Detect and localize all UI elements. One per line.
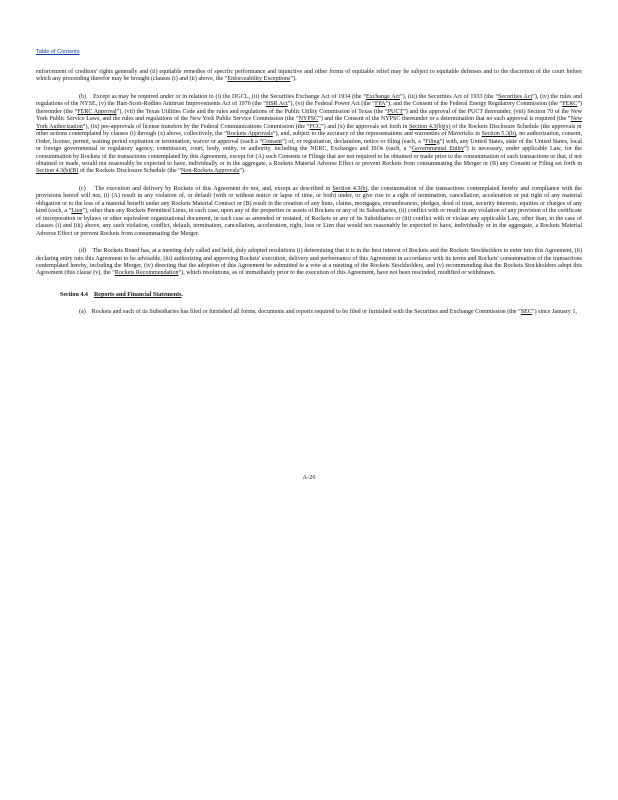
body-text: (b) Except as may be required under or in relation to (i) the DGCL, (ii) the Securities Exchange Act of 1934 (the “ bbox=[79, 93, 366, 100]
body-text: ”) and (x) the approvals set forth in bbox=[320, 123, 410, 130]
body-text: ”), (vii) the Texas Utilities Code and the rules and regulations of the Public Utility Commission of Texas (the “ bbox=[116, 108, 388, 115]
body-text: ”), which resolutions, as of immediately prior to the execution of this Agreement, have not been rescinded, modified or withdrawn. bbox=[178, 270, 496, 277]
body-text: ”), (iv) the rules and regulations of the NYSE, (v) the Hart-Scott-Rodino Antitrust Improvements Act of 1976 (the “ bbox=[36, 93, 583, 108]
defined-term: Filing bbox=[425, 138, 440, 145]
defined-term: New York Authorization bbox=[36, 116, 582, 130]
section-number: Section 4.4 bbox=[60, 291, 88, 298]
defined-term: HSR Act bbox=[265, 101, 288, 108]
body-text: ”). bbox=[290, 76, 297, 83]
body-text: (c) The execution and delivery by Rockets of this Agreement do not, and, except as described in bbox=[79, 185, 333, 192]
body-text: ”), and, subject to the accuracy of the representations and warranties of Mavericks in bbox=[272, 131, 482, 138]
defined-term: Consent bbox=[262, 138, 282, 145]
body-text: ”) is necessary, under applicable Law, for the consummation by Rockets of the transactions contemplated by this Agreement, except for (A) such Consents or Filings that are not required to be obtained or made prior to the consummation of such transactions or that, if not obtained or made, would not reasonably be expected to have, individually or in the aggregate, a Rockets Material Adverse Effect or prevent Rockets from consummating the Merger or (B) any Consent or Filing set forth in bbox=[36, 146, 582, 167]
defined-term: Enforceability Exceptions bbox=[227, 76, 291, 83]
section-title: Reports and Financial Statements bbox=[93, 291, 182, 298]
defined-term: FERC bbox=[562, 101, 578, 108]
section-reference: Section 5.3(b) bbox=[481, 131, 517, 138]
defined-term: Securities Act bbox=[498, 93, 533, 100]
body-text: (a) Rockets and each of its Subsidiaries has filed or furnished all forms, documents and reports required to be filed or furnished with the Securities and Exchange Commission (the “ bbox=[79, 309, 521, 316]
section-reference: Section 4.3(b)(B) bbox=[36, 168, 79, 175]
section-reference: Section 4.3(b)(x) bbox=[409, 123, 451, 130]
body-text: ”), other than any Rockets Permitted Liens, in each case, upon any of the properties or assets of Rockets or any of its Subsidiaries, (ii) conflict with or result in any violation of any provision of the certificate of incorporation or bylaws or other equivalent organizational document, in each case as amended or restated, of Rockets or any of its Subsidiaries or (iii) conflict with or violate any applicable Law, other than, in the case of clauses (i) and (iii) above, any such violation, conflict, default, termination, cancellation, acceleration, right, loss or Lien that would not reasonably be expected to have, individually or in the aggregate, a Rockets Material Adverse Effect or prevent Rockets from consummating the Merger. bbox=[36, 208, 582, 237]
defined-term: FCC bbox=[309, 123, 321, 130]
body-text: ”), and the Consent of the Federal Energy Regulatory Commission (the “ bbox=[385, 101, 563, 108]
document-body bbox=[36, 69, 582, 317]
body-text: , no authorization, consent, Order, license, permit, waiting period expiration or termination, waiver or approval (each a “ bbox=[36, 131, 582, 145]
defined-term: NYPSC bbox=[298, 116, 319, 123]
body-text: ”) of, or registration, declaration, notice or filing (each, a “ bbox=[281, 138, 426, 145]
body-text: ”). bbox=[239, 168, 246, 175]
defined-term: FERC Approval bbox=[77, 108, 117, 115]
defined-term: Lien bbox=[71, 208, 83, 215]
paragraph-c bbox=[36, 186, 582, 238]
body-text: ”) since January 1, bbox=[531, 309, 577, 316]
paragraph-d bbox=[36, 248, 582, 278]
paragraph-b bbox=[36, 94, 582, 176]
table-of-contents-link[interactable]: Table of Contents bbox=[36, 49, 80, 55]
body-text: ”) and the approval of the PUCT thereunder, (viii) Section 70 of the New York Public Service Laws, and the rules and regulations of the New York Public Service Commission (the “ bbox=[36, 108, 582, 123]
page-number: A-26 bbox=[302, 474, 316, 481]
defined-term: Exchange Act bbox=[365, 93, 400, 100]
body-text: ”), (iii) the Securities Act of 1933 (the “ bbox=[399, 93, 499, 100]
defined-term: FPA bbox=[374, 101, 386, 108]
body-text: . bbox=[181, 291, 183, 298]
defined-term: PUCT bbox=[387, 108, 404, 115]
body-text: ”) with, any United States, state of the United States, local or foreign governmental or regulatory agency, commission, court, body, entity, or authority, including the NERC, Exchanges and ISOs (each, a “ bbox=[36, 138, 582, 153]
body-text: of the Rockets Disclosure Schedule (the “ bbox=[78, 168, 181, 175]
body-text: ”), (ix) pre-approvals of license transfers by the Federal Communications Commission (the “ bbox=[82, 123, 310, 130]
defined-term: Non-Rockets Approvals bbox=[180, 168, 240, 175]
section-heading bbox=[36, 292, 582, 299]
defined-term: Rockets Approvals bbox=[226, 131, 273, 138]
defined-term: Governmental Entity bbox=[411, 146, 464, 153]
body-text: ”), (vi) the Federal Power Act (the “ bbox=[287, 101, 375, 108]
section-reference: Section 4.3(b) bbox=[332, 185, 368, 192]
body-text: ”) and the Consent of the NYPSC thereunder or a determination that no such approval is required (the “ bbox=[318, 116, 571, 123]
body-text: ”) thereunder (the “ bbox=[36, 101, 583, 115]
defined-term: SEC bbox=[520, 309, 532, 316]
paragraph-a bbox=[36, 309, 582, 316]
defined-term: Rockets Recommendation bbox=[114, 270, 179, 277]
body-text: of the Rockets Disclosure Schedule (the approvals or other actions contemplated by clauses (i) through (x) above, collectively, the “ bbox=[36, 123, 583, 138]
body-text: (d) The Rockets Board has, at a meeting duly called and held, duly adopted resolutions (i) determining that it is in the best interest of Rockets and the Rockets Stockholders to enter into this Agreement, (ii) declaring entry into this Agreement to be advisable, (iii) authorizing and approving Rockets' execution, delivery and performance of this Agreement in accordance with its terms and Rockets' consummation of the transactions contemplated hereby, including the Merger, (iv) directing that the adoption of this Agreement be submitted to a vote at a meeting of the Rockets Stockholders, and (v) recommending that the Rockets Stockholders adopt this Agreement (this clause (v), the “ bbox=[36, 248, 582, 277]
paragraph-continuation bbox=[36, 69, 582, 84]
body-text: enforcement of creditors' rights generally and (ii) equitable remedies of specific performance and injunctive and other forms of equitable relief may be subject to equitable defenses and to the discretion of the court before which any proceeding therefor may be brought (clauses (i) and (ii) above, the “ bbox=[36, 69, 582, 83]
body-text: , the consummation of the transactions contemplated hereby and compliance with the provisions hereof will not, (i) (A) result in any violation of, or default (with or without notice or lapse of time, or both) under, or give rise to a right of termination, cancellation, acceleration or put right of any material obligation or to the loss of a material benefit under any Rockets Material Contract or (B) result in the creation of any liens, claims, mortgages, encumbrances, pledges, deed of trust, security interests, equities or charges of any kind (each, a “ bbox=[36, 185, 582, 215]
